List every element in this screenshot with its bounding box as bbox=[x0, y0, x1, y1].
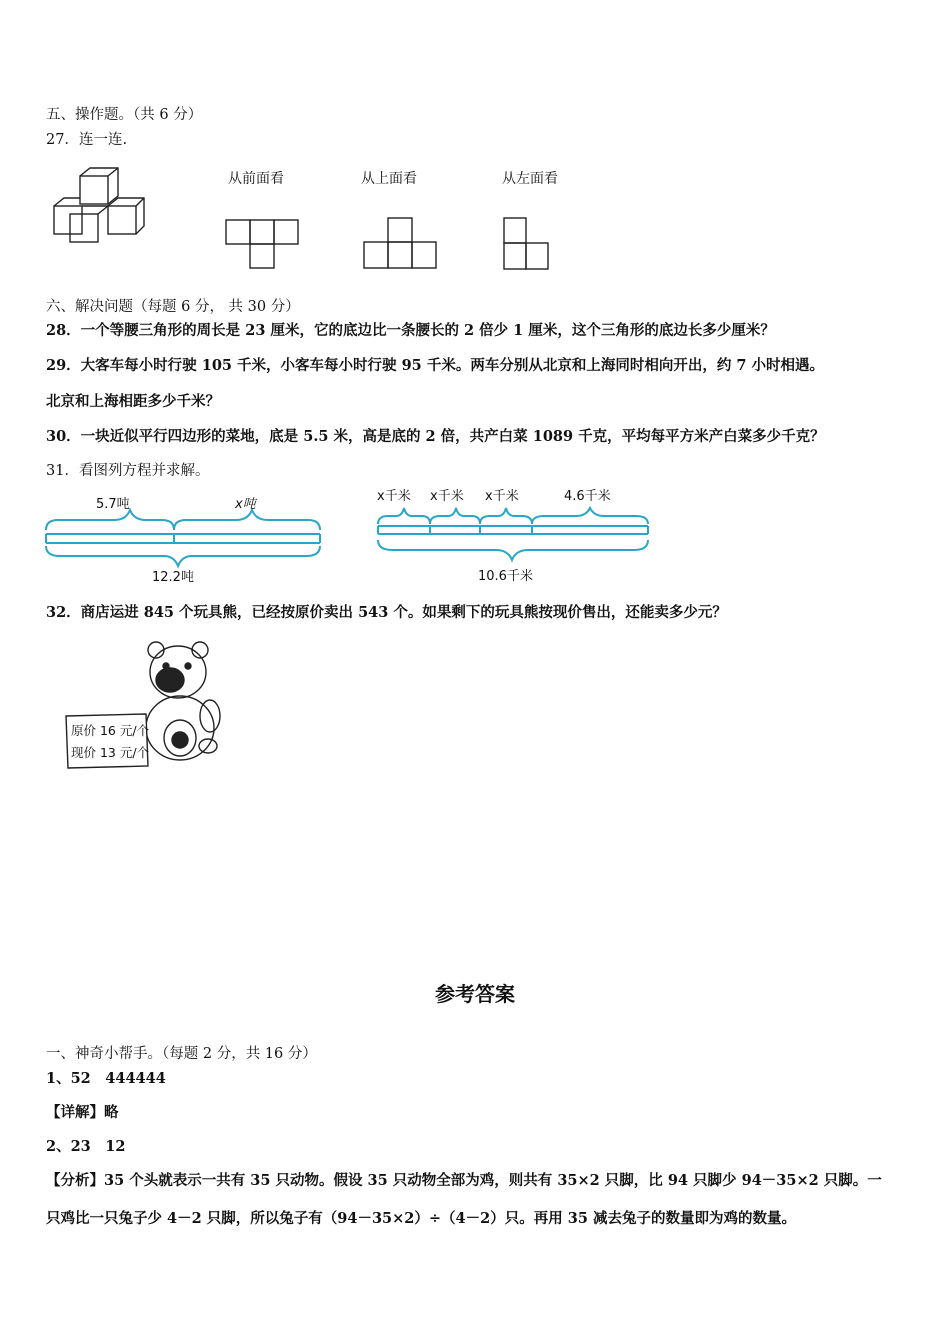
diagram2-label-x1: x千米 bbox=[377, 489, 411, 504]
left-view-figure bbox=[500, 212, 560, 274]
diagram2-label-total: 10.6千米 bbox=[478, 569, 533, 584]
price-sign-current: 现价 13 元/个 bbox=[71, 745, 150, 760]
answer-1: 1、52 444444 bbox=[46, 1070, 166, 1087]
section-6-title: 六、解决问题（每题 6 分， 共 30 分） bbox=[46, 299, 300, 315]
answers-section-1: 一、神奇小帮手。（每题 2 分，共 16 分） bbox=[46, 1046, 317, 1062]
question-28: 28．一个等腰三角形的周长是 23 厘米，它的底边比一条腰长的 2 倍少 1 厘米，这个三角形的底边长多少厘米？ bbox=[46, 322, 775, 339]
question-29-line2: 北京和上海相距多少千米？ bbox=[46, 393, 220, 410]
diagram2-label-known: 4.6千米 bbox=[564, 489, 611, 504]
front-view-figure bbox=[222, 212, 302, 274]
diagram1-label-total: 12.2吨 bbox=[152, 570, 194, 585]
view-label-front: 从前面看 bbox=[228, 171, 284, 187]
question-30: 30．一块近似平行四边形的菜地，底是 5.5 米，高是底的 2 倍，共产白菜 1089 千克，平均每平方米产白菜多少千克？ bbox=[46, 428, 825, 445]
view-label-top: 从上面看 bbox=[361, 171, 417, 187]
diagram2-label-x2: x千米 bbox=[430, 489, 464, 504]
diagram2-label-x3: x千米 bbox=[485, 489, 519, 504]
answers-title: 参考答案 bbox=[435, 982, 515, 1006]
question-32: 32．商店运进 845 个玩具熊，已经按原价卖出 543 个。如果剩下的玩具熊按现价售出，还能卖多少元？ bbox=[46, 604, 727, 621]
question-27: 27．连一连. bbox=[46, 132, 128, 148]
section-5-title: 五、操作题。（共 6 分） bbox=[46, 107, 203, 123]
cube-stack-figure bbox=[50, 166, 150, 246]
diagram1-label-unknown: x吨 bbox=[235, 497, 256, 512]
diagram1-label-known: 5.7吨 bbox=[96, 497, 130, 512]
brace-bottom-total bbox=[46, 546, 320, 566]
answer-1-detail: 【详解】略 bbox=[46, 1104, 119, 1121]
top-view-figure bbox=[360, 212, 444, 274]
cube-top-front bbox=[80, 176, 108, 204]
view-label-left: 从左面看 bbox=[502, 171, 558, 187]
question-31: 31．看图列方程并求解。 bbox=[46, 463, 210, 479]
price-sign-original: 原价 16 元/个 bbox=[71, 723, 150, 738]
answer-2-analysis-line1: 【分析】35 个头就表示一共有 35 只动物。假设 35 只动物全部为鸡，则共有 35×2 只脚，比 94 只脚少 94－35×2 只脚。一 bbox=[46, 1172, 882, 1189]
answer-2-analysis-line2: 只鸡比一只兔子少 4－2 只脚，所以兔子有（94－35×2）÷（4－2）只。再用 35 减去兔子的数量即为鸡的数量。 bbox=[46, 1210, 796, 1227]
answer-2: 2、23 12 bbox=[46, 1138, 126, 1155]
question-29-line1: 29．大客车每小时行驶 105 千米，小客车每小时行驶 95 千米。两车分别从北京和上海同时相向开出，约 7 小时相遇。 bbox=[46, 357, 824, 374]
